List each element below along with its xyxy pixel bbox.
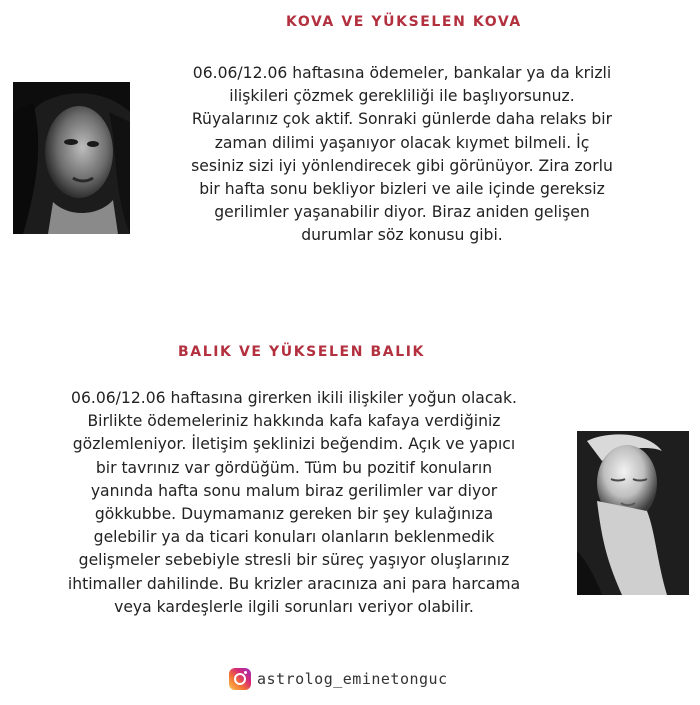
body-line: veya kardeşlerle ilgili sorunları veriyor olabilir. (114, 597, 474, 616)
section-body-balik (14, 387, 574, 619)
body-line: zaman dilimi yaşanıyor olacak kıymet bilmeli. İç (214, 133, 590, 152)
body-line: bir hafta sonu bekliyor bizleri ve aile içinde gereksiz (199, 180, 605, 199)
instagram-handle[interactable]: astrolog_eminetonguc (257, 670, 448, 688)
body-line: ihtimaller dahilinde. Bu krizler aracınıza ani para harcama (67, 574, 521, 593)
body-line: gelebilir ya da ticari konuları olanların beklenmedik (93, 528, 495, 547)
body-line: gelişmeler sebebiyle stresli bir süreç yaşıyor oluşlarınız (78, 551, 510, 570)
body-line: yanında hafta sonu malum biraz gerilimler var diyor (90, 481, 498, 500)
body-line: sesiniz sizi iyi yönlendirecek gibi görünüyor. Zira zorlu (191, 156, 613, 175)
portrait-image-woman-dark-hair (13, 82, 130, 234)
body-line: Birlikte ödemeleriniz hakkında kafa kafaya verdiğiniz (87, 412, 501, 431)
portrait-illustration (13, 82, 130, 234)
body-line: gözlemleniyor. İletişim şeklinizi beğendim. Açık ve yapıcı (72, 435, 516, 454)
body-line: durumlar söz konusu gibi. (301, 226, 503, 245)
body-line: ilişkileri çözmek gerekliliği ile başlıyorsunuz. (229, 87, 575, 106)
section-heading-kova: KOVA VE YÜKSELEN KOVA (286, 14, 522, 30)
section-heading-balik: BALIK VE YÜKSELEN BALIK (178, 344, 425, 360)
instagram-icon (229, 668, 251, 690)
portrait-image-woman-blonde (577, 431, 689, 595)
body-line: gökkubbe. Duymamanız gereken bir şey kulağınıza (94, 505, 494, 524)
body-line: bir tavrınız var gördüğüm. Tüm bu pozitif konuların (95, 458, 493, 477)
body-line: 06.06/12.06 haftasına girerken ikili ilişkiler yoğun olacak. (71, 389, 517, 407)
body-line: Rüyalarınız çok aktif. Sonraki günlerde daha relaks bir (191, 110, 613, 129)
section-body-kova (160, 62, 644, 248)
body-line: gerilimler yaşanabilir diyor. Biraz aniden gelişen (214, 203, 590, 222)
portrait-illustration (577, 431, 689, 595)
body-line: 06.06/12.06 haftasına ödemeler, bankalar ya da krizli (192, 64, 612, 82)
footer-social (229, 666, 448, 692)
